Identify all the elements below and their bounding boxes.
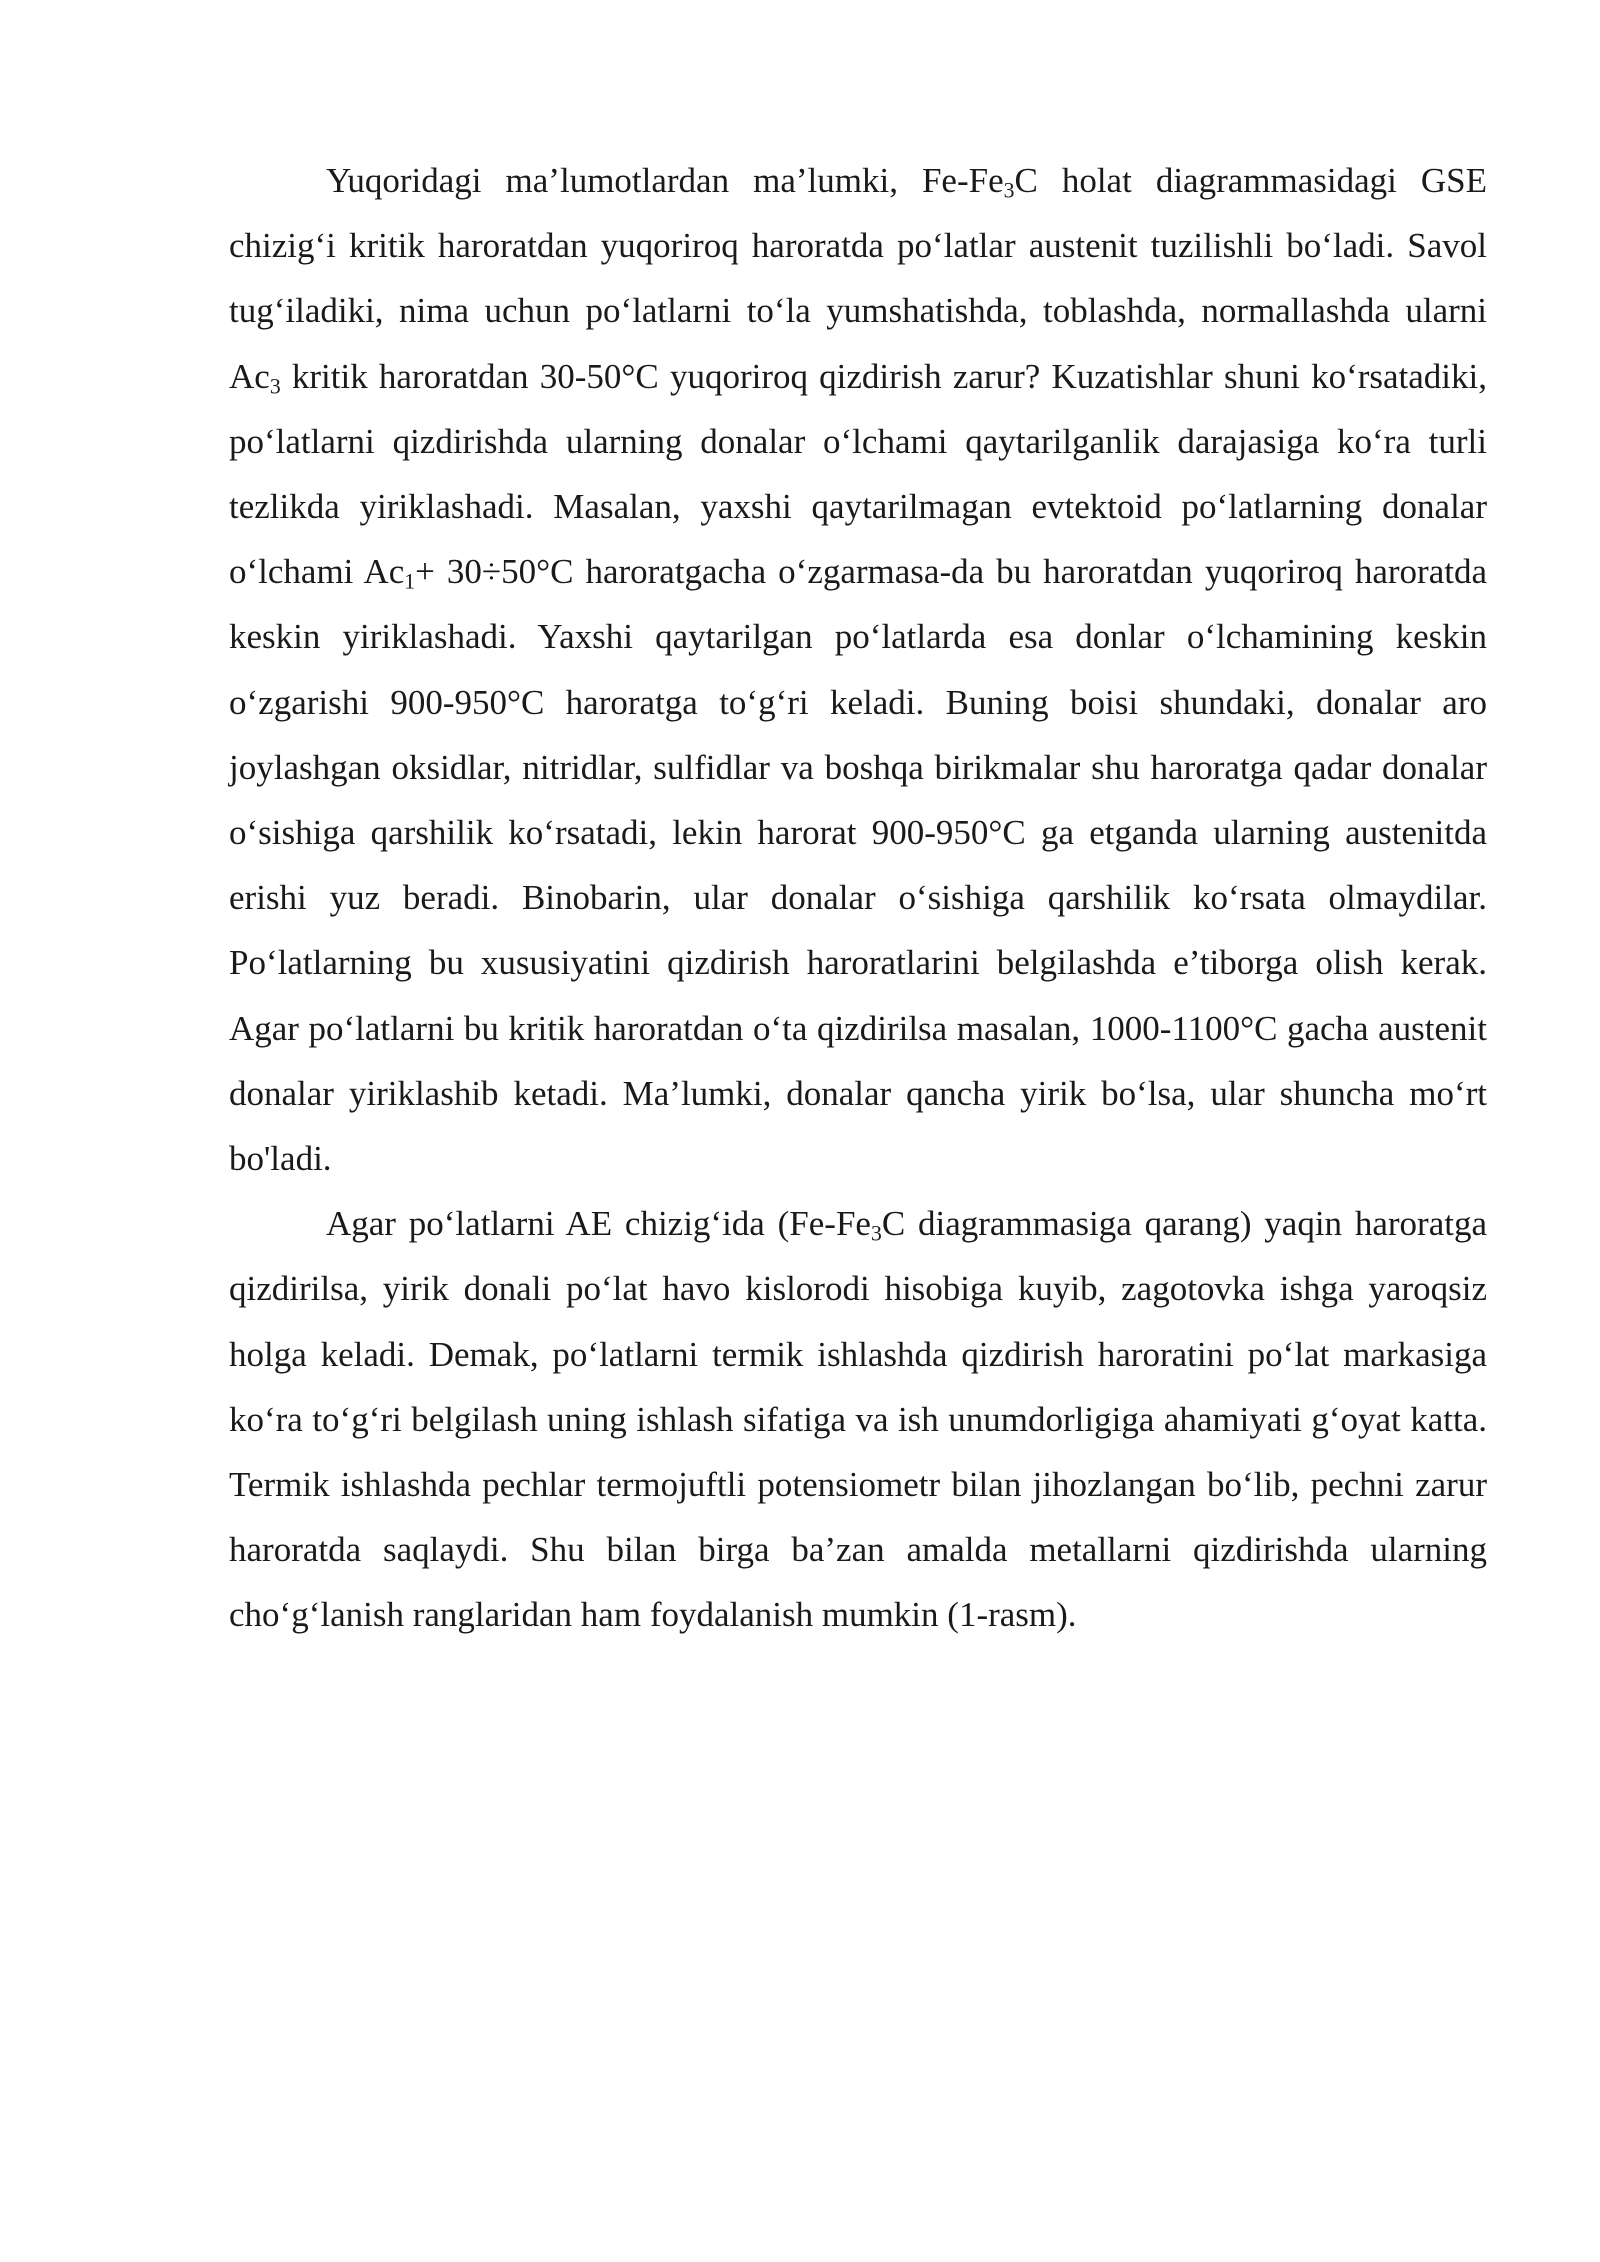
subscript: 3: [870, 1221, 882, 1246]
text-segment: C holat diagrammasidagi GSE chizig‘i kritik haroratdan yuqoriroq haroratda po‘latlar austenit tuzilishli bo‘ladi. Savol tug‘iladiki, nima uchun po‘latlarni to‘la yumshatishda, toblashda, normallashda ularni Ac: [229, 161, 1488, 396]
subscript: 1: [404, 569, 416, 594]
text-segment: Yuqoridagi ma’lumotlardan ma’lumki, Fe-Fe: [326, 161, 1004, 200]
body-text: [229, 148, 1487, 1648]
subscript: 3: [269, 374, 281, 399]
subscript: 3: [1003, 178, 1015, 203]
text-segment: + 30÷50°C haroratgacha o‘zgarmasa-da bu haroratdan yuqoriroq haroratda keskin yiriklashadi. Yaxshi qaytarilgan po‘latlarda esa donlar o‘lchamining keskin o‘zgarishi 900-950°C haroratga to‘g‘ri keladi. Buning boisi shundaki, donalar aro joylashgan oksidlar, nitridlar, sulfidlar va boshqa birikmalar shu haroratga qadar donalar o‘sishiga qarshilik ko‘rsatadi, lekin harorat 900-950°C ga etganda ularning austenitda erishi yuz beradi. Binobarin, ular donalar o‘sishiga qarshilik ko‘rsata olmaydilar. Po‘latlarning bu xususiyatini qizdirish haroratlarini belgilashda e’tiborga olish kerak. Agar po‘latlarni bu kritik haroratdan o‘ta qizdirilsa masalan, 1000-1100°C gacha austenit donalar yiriklashib ketadi. Ma’lumki, donalar qancha yirik bo‘lsa, ular shuncha mo‘rt bo'ladi.: [229, 552, 1488, 1179]
text-segment: Agar po‘latlarni AE chizig‘ida (Fe-Fe: [326, 1204, 871, 1244]
text-segment: kritik haroratdan 30-50°C yuqoriroq qizdirish zarur? Kuzatishlar shuni ko‘rsatadiki, po‘latlarni qizdirishda ularning donalar o‘lchami qaytarilganlik darajasiga ko‘ra turli tezlikda yiriklashadi. Masalan, yaxshi qaytarilmagan evtektoid po‘latlarning donalar o‘lchami Ac: [229, 356, 1487, 592]
paragraph-2: [229, 1191, 1487, 1647]
text-segment: C diagrammasiga qarang) yaqin haroratga qizdirilsa, yirik donali po‘lat havo kislorodi hisobiga kuyib, zagotovka ishga yaroqsiz holga keladi. Demak, po‘latlarni termik ishlashda qizdirish haroratini po‘lat markasiga ko‘ra to‘g‘ri belgilash uning ishlash sifatiga va ish unumdorligiga ahamiyati g‘oyat katta. Termik ishlashda pechlar termojuftli potensiometr bilan jihozlangan bo‘lib, pechni zarur haroratda saqlaydi. Shu bilan birga ba’zan amalda metallarni qizdirishda ularning cho‘g‘lanish ranglaridan ham foydalanish mumkin (1-rasm).: [229, 1204, 1487, 1635]
paragraph-1: [229, 148, 1487, 1191]
